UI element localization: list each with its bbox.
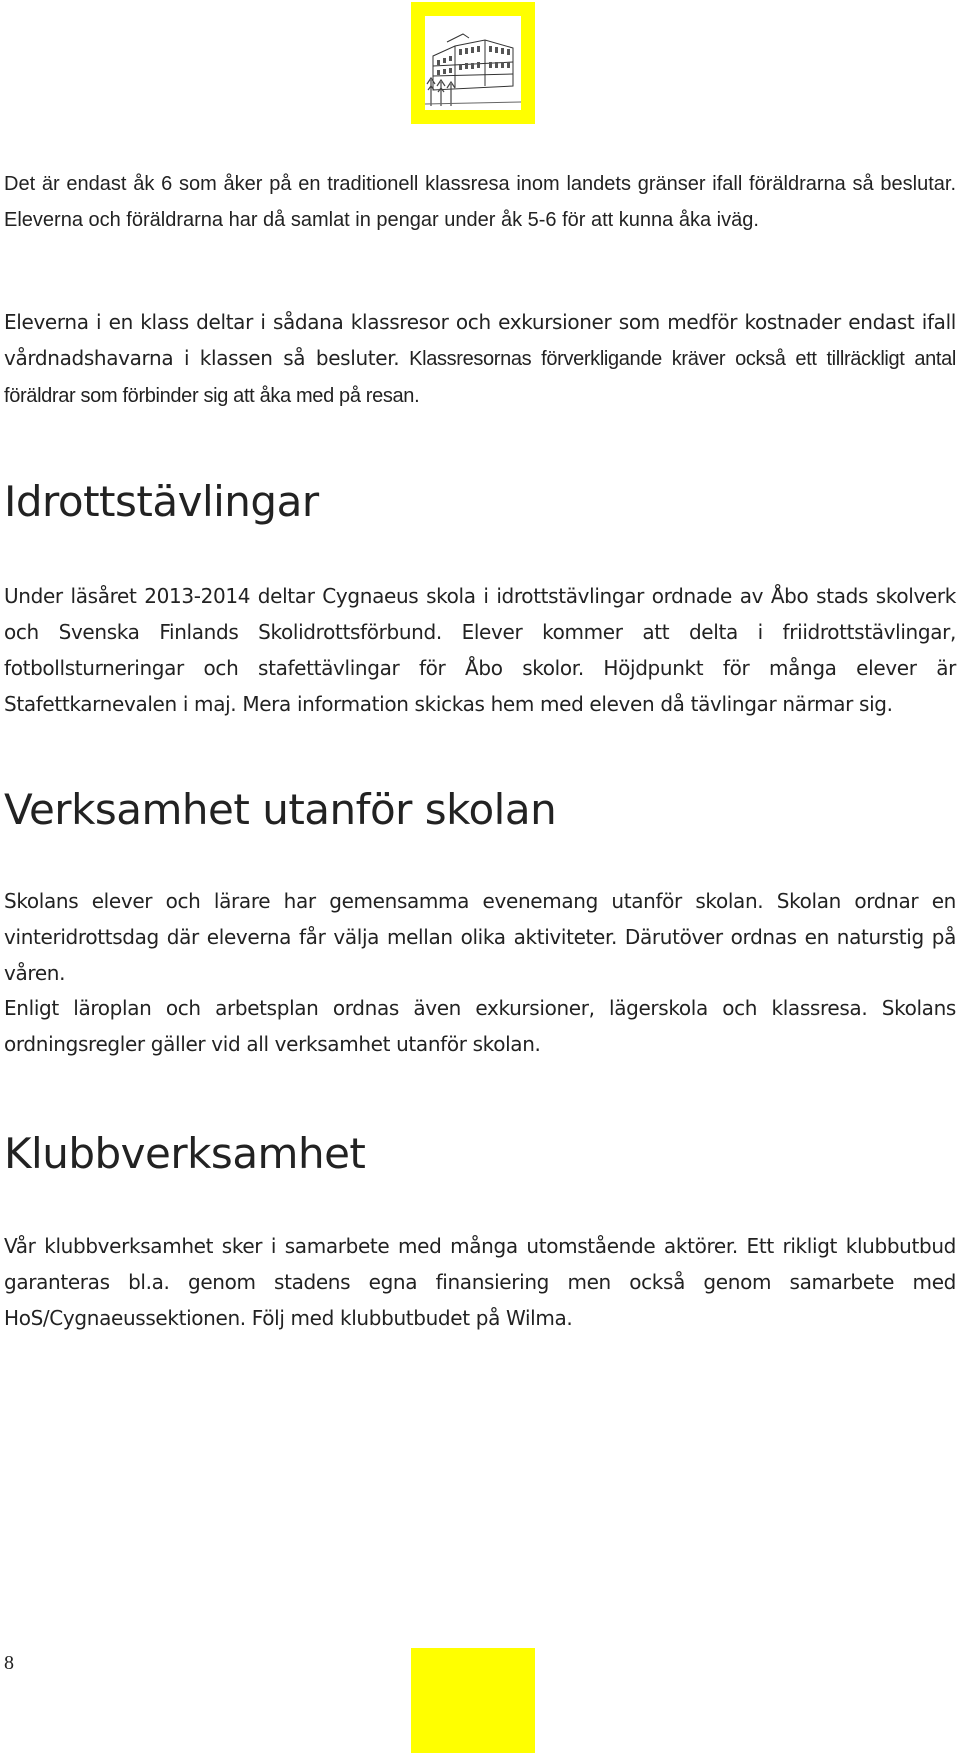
footer-color-block: [411, 1648, 535, 1753]
paragraph-text: Enligt läroplan och arbetsplan ordnas även exkursioner, lägerskola och klassresa. Skolans ordningsregler gäller vid all verksamhet utanför skolan.: [4, 996, 956, 1056]
paragraph-klubb: [4, 1228, 956, 1336]
paragraph-text: [4, 304, 956, 414]
school-building-icon: [425, 16, 521, 110]
paragraph-exkursioner: [4, 304, 956, 414]
page-number: 8: [4, 1652, 14, 1674]
section-heading-klubb: [4, 1129, 956, 1178]
paragraph-klassresa: [4, 166, 956, 238]
paragraph-text: Under läsåret 2013-2014 deltar Cygnaeus skola i idrottstävlingar ordnade av Åbo stads skolverk och Svenska Finlands Skolidrottsförbund. Elever kommer att delta i friidrottstävlingar, fotbollsturneringar och stafettävlingar för Åbo skolor. Höjdpunkt för många elever är Stafettkarnevalen i maj. Mera information skickas hem med eleven då tävlingar närmar sig.: [4, 584, 956, 716]
paragraph-text: Skolans elever och lärare har gemensamma evenemang utanför skolan. Skolan ordnar en vinteridrottsdag där eleverna får välja mellan olika aktiviteter. Därutöver ordnas en naturstig på våren.: [4, 889, 956, 985]
paragraph-verksamhet-2: [4, 990, 956, 1062]
paragraph-text: Vår klubbverksamhet sker i samarbete med många utomstående aktörer. Ett rikligt klubbutbud garanteras bl.a. genom stadens egna finansiering men också genom samarbete med HoS/Cygnaeussektionen. Följ med klubbutbudet på Wilma.: [4, 1234, 956, 1330]
school-logo: [411, 2, 535, 124]
paragraph-text-part2: Klassresornas förverkligande kräver också ett tillräckligt antal föräldrar som förbinder sig att åka med på resan.: [4, 348, 956, 407]
section-heading-idrott: [4, 477, 956, 526]
section-heading-verksamhet: [4, 785, 956, 834]
heading-text: Verksamhet utanför skolan: [4, 785, 557, 834]
heading-text: Idrottstävlingar: [4, 477, 319, 526]
paragraph-text: Det är endast åk 6 som åker på en traditionell klassresa inom landets gränser ifall föräldrarna så beslutar. Eleverna och föräldrarna har då samlat in pengar under åk 5-6 för att kunna åka iväg.: [4, 173, 956, 231]
paragraph-idrott: [4, 578, 956, 722]
paragraph-text-part1: Eleverna i en klass deltar i sådana klassresor och exkursioner som medför kostnader endast ifall vårdnadshavarna i klassen så besluter.: [4, 310, 956, 370]
heading-text: Klubbverksamhet: [4, 1129, 366, 1178]
paragraph-verksamhet-1: [4, 883, 956, 991]
